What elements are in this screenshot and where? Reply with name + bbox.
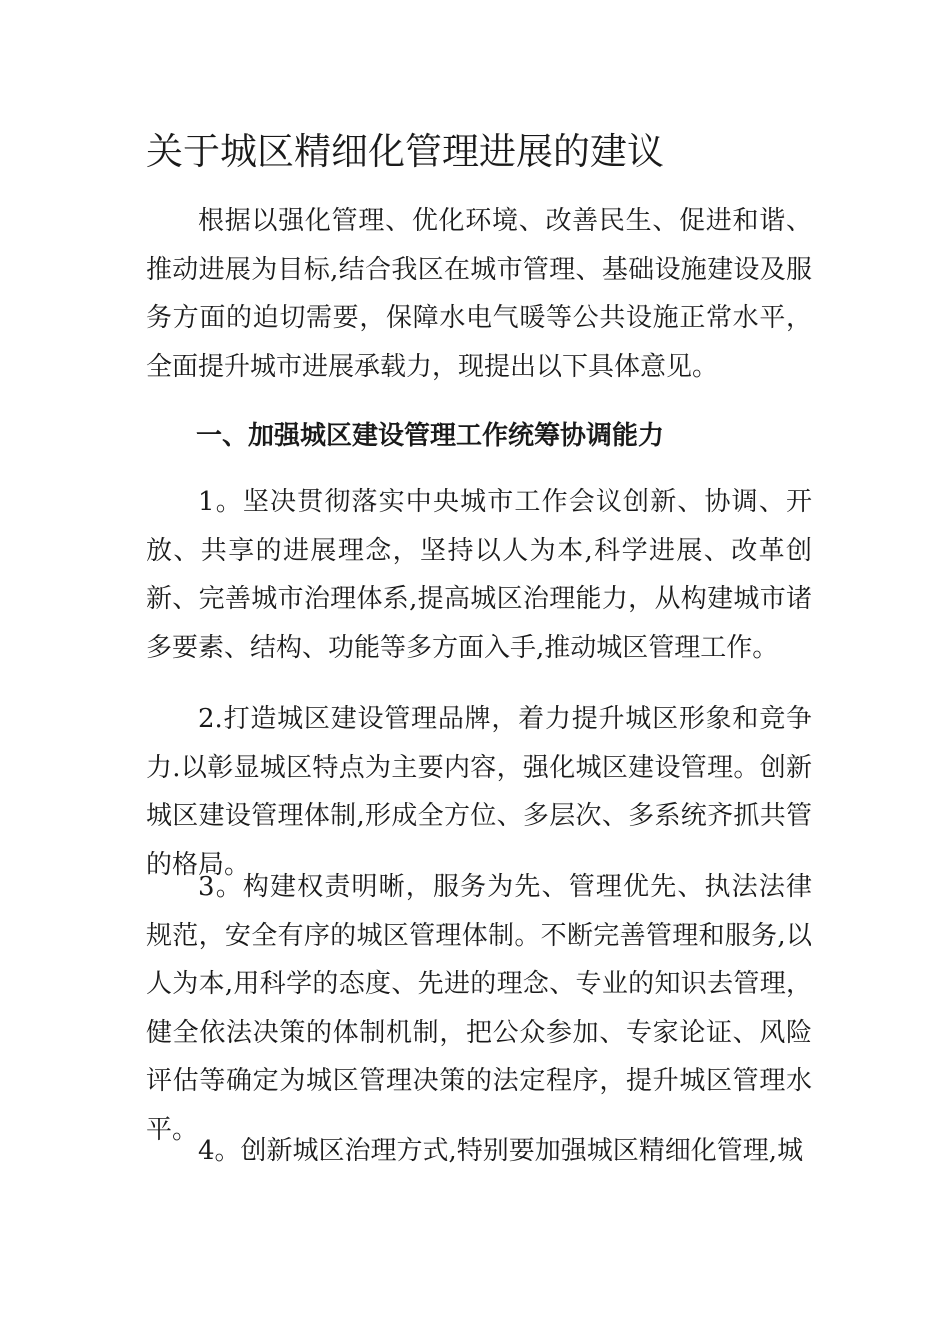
intro-paragraph: 根据以强化管理、优化环境、改善民生、促进和谐、推动进展为目标,结合我区在城市管理、基础设施建设及服务方面的迫切需要，保障水电气暖等公共设施正常水平，全面提升城市进展承载力，现提出以下具体意见。 xyxy=(146,206,812,382)
paragraph-item-3: 3。构建权责明晰，服务为先、管理优先、执法法律规范，安全有序的城区管理体制。不断完善管理和服务,以人为本,用科学的态度、先进的理念、专业的知识去管理，健全依法决策的体制机制，把公众参加、专家论证、风险评估等确定为城区管理决策的法定程序，提升城区管理水平。 xyxy=(146,872,812,1145)
paragraph-item-4: 4。创新城区治理方式,特别要加强城区精细化管理,城 xyxy=(198,1136,804,1166)
paragraph-item-2: 2.打造城区建设管理品牌，着力提升城区形象和竞争力.以彰显城区特点为主要内容，强化城区建设管理。创新城区建设管理体制,形成全方位、多层次、多系统齐抓共管的格局。 xyxy=(146,704,812,880)
paragraph-item-1: 1。坚决贯彻落实中央城市工作会议创新、协调、开放、共享的进展理念，坚持以人为本,科学进展、改革创新、完善城市治理体系,提高城区治理能力，从构建城市诸多要素、结构、功能等多方面入手,推动城区管理工作。 xyxy=(146,487,812,663)
section-heading: 一、加强城区建设管理工作统筹协调能力 xyxy=(196,421,665,451)
document-title: 关于城区精细化管理进展的建议 xyxy=(146,130,664,173)
